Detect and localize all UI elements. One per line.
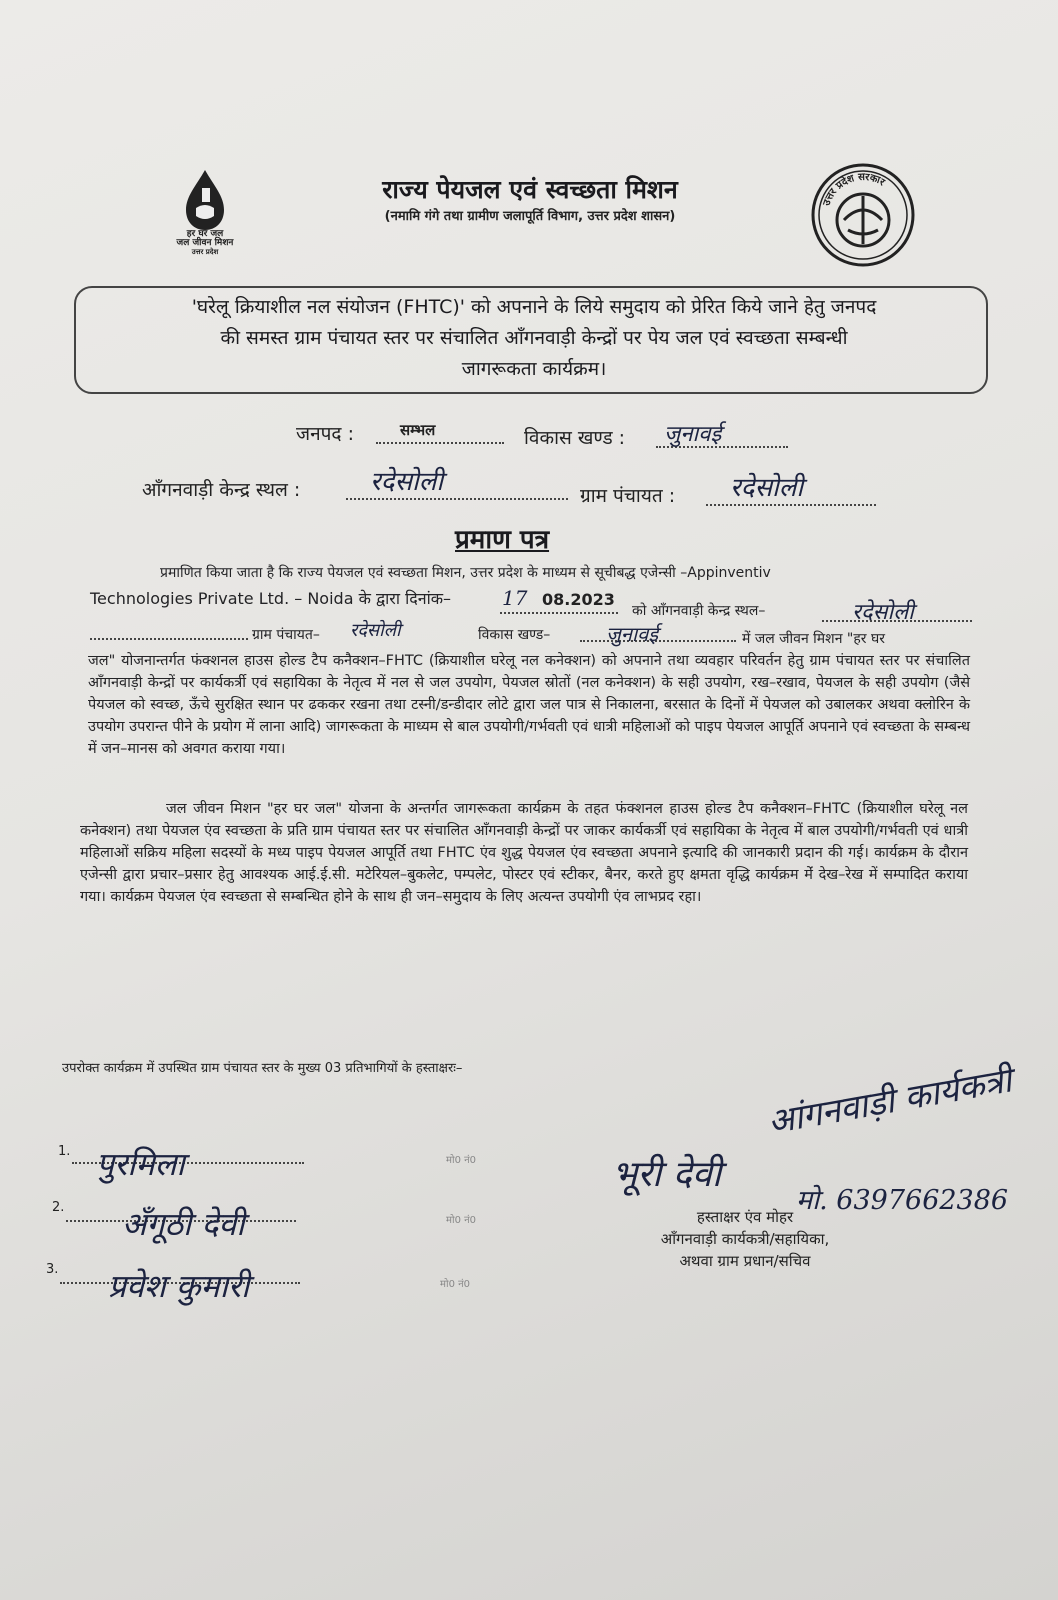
block-handwritten-value: जुनावई (664, 422, 722, 447)
cert-p1-line3a: ग्राम पंचायत– (252, 627, 320, 643)
cert-date-dotted-line (500, 612, 618, 614)
up-government-seal (808, 160, 918, 270)
panchayat-handwritten-value: रदेसोली (730, 473, 804, 503)
signatory-line-1: हस्ताक्षर एंव मोहर (696, 1208, 794, 1226)
participant-3-number: 3. (46, 1262, 59, 1277)
program-banner-text (94, 292, 974, 385)
district-label: जनपद : (296, 423, 354, 445)
cert-date-printed: 08.2023 (542, 590, 615, 609)
center-handwritten-value: रदेसोली (370, 467, 444, 497)
signatory-handwritten-role: आंगनवाड़ी कार्यकत्री (764, 1060, 1015, 1143)
cert-panchayat-handwritten: रदेसोली (350, 620, 401, 641)
cert-line3-dotted-lead (90, 638, 248, 640)
signatory-line-2: ऑंगनवाड़ी कार्यकत्री/सहायिका, (660, 1230, 830, 1248)
cert-p1-line3b: विकास खण्ड– (478, 627, 551, 643)
cert-center-handwritten: रदेसोली (852, 600, 914, 625)
center-label: ऑंगनवाड़ी केन्द्र स्थल : (142, 479, 301, 501)
district-value: सम्भल (400, 421, 436, 439)
panchayat-label: ग्राम पंचायत : (580, 485, 676, 507)
participant-1-mobile-label: मो0 नं0 (446, 1155, 477, 1166)
cert-p1-body: जल" योजनान्तर्गत फंक्शनल हाउस होल्ड टैप कनैक्शन–FHTC (क्रियाशील घरेलू नल कनेक्शन) को अपनाने तथा व्यवहार परिवर्तन हेतु ग्राम पंचायत स्तर पर संचालित ऑंगनवाड़ी केन्द्रों पर कार्यकर्त्री एवं सहायिका के नेतृत्व में नल से जल उपयोग, पेयजल स्रोतों (नल कनेक्शन) के सही उपयोग, रख–रखाव, पेयजल के सही उपयोग (जैसे पेयजल को स्वच्छ, ऊँचे सुरक्षित स्थान पर ढककर रखना तथा टस्नी/डन्डीदार लोटे द्वारा जल पात्र से निकालना, बरसात के दिनों में पेयजल को उबालकर अथवा क्लोरिन के उपयोग उपरान्त पीने के प्रयोग में लाना आदि) जागरूकता के माध्यम से बाल उपयोगी/गर्भवती एवं धात्री महिलाओं को पाइप पेयजल आपूर्ति अपनाने एवं स्वच्छता के सम्बन्ध में जन–मानस को अवगत कराया गया। (88, 653, 970, 757)
participant-2-signature: अँगूठी देवी (122, 1205, 245, 1243)
banner-line-2: की समस्त ग्राम पंचायत स्तर पर संचालित ऑंगनवाड़ी केन्द्रों पर पेय जल एवं स्वच्छता सम्बन्धी (220, 327, 848, 349)
har-ghar-jal-logo (162, 168, 248, 260)
signatory-handwritten-name: भूरी देवी (612, 1154, 722, 1195)
logo-line-2: जल जीवन मिशन (176, 238, 234, 248)
cert-p1-line2a: Technologies Private Ltd. – Noida के द्वारा दिनांक– (90, 589, 452, 608)
participant-1-number: 1. (58, 1144, 71, 1159)
cert-p1-line3c: में जल जीवन मिशन "हर घर (742, 631, 885, 647)
participants-intro: उपरोक्त कार्यक्रम में उपस्थित ग्राम पंचायत स्तर के मुख्य 03 प्रतिभागियों के हस्ताक्षरः– (62, 1061, 463, 1076)
banner-line-3: जागरूकता कार्यक्रम। (461, 358, 607, 380)
cert-block-handwritten: जुनावई (606, 622, 659, 646)
mission-subtitle: (नमामि गंगे तथा ग्रामीण जलापूर्ति विभाग, उत्तर प्रदेश शासन) (384, 209, 676, 224)
participant-2-number: 2. (52, 1200, 65, 1215)
center-dotted-line (346, 498, 568, 500)
cert-p2-body: जल जीवन मिशन "हर घर जल" योजना के अन्तर्गत जागरूकता कार्यक्रम के तहत फंक्शनल हाउस होल्ड टैप कनैक्शन–FHTC (क्रियाशील घरेलू नल कनेक्शन) तथा पेयजल एंव स्वच्छता के प्रति ग्राम पंचायत स्तर पर संचालित ऑंगनवाड़ी केन्द्रों पर जाकर कार्यकर्त्री एवं सहायिका के नेतृत्व में बाल उपयोगी/गर्भवती एवं धात्री महिलाओं सक्रिय महिला सदस्यों के मध्य पाइप पेयजल आपूर्ति तथा FHTC एंव शुद्ध पेयजल एंव स्वच्छता अपनाने इत्यादि की जानकारी प्रदान की गई। कार्यक्रम के दौरान एजेन्सी द्वारा प्रचार–प्रसार हेतु आवश्यक आई.ई.सी. मटेरियल–बुकलेट, पम्पलेट, पोस्टर एवं स्टीकर, बैनर, करते हुए क्षमता वृद्धि कार्यक्रम मेंं देख–रेख में सम्पादित कराया गया। कार्यक्रम पेयजल एंव स्वच्छता से सम्बन्धित होने के साथ ही जन–समुदाय के लिए अत्यन्त उपयोगी एंव लाभप्रद रहा। (80, 801, 968, 905)
cert-date-handwritten: 17 (502, 586, 528, 610)
logo-line-3: उत्तर प्रदेश (191, 248, 219, 256)
logo-line-1: हर घर जल (186, 229, 224, 239)
signatory-line-3: अथवा ग्राम प्रधान/सचिव (679, 1252, 811, 1270)
participant-1-signature: पुरमिला (96, 1145, 185, 1183)
signatory-block (610, 1206, 880, 1272)
block-label: विकास खण्ड : (524, 427, 626, 449)
mission-title: राज्य पेयजल एवं स्वच्छता मिशन (382, 175, 678, 204)
participant-3-mobile-label: मो0 नं0 (440, 1279, 471, 1290)
participant-3-signature: प्रवेश कुमारी (108, 1267, 250, 1305)
cert-p1-line1: प्रमाणित किया जाता है कि राज्य पेयजल एवं स्वच्छता मिशन, उत्तर प्रदेश के माध्यम से सूचीबद्ध एजेन्सी –Appinventiv (160, 565, 771, 581)
participant-2-mobile-label: मो0 नं0 (446, 1215, 477, 1226)
seal-text: उत्तर प्रदेश सरकार (821, 171, 887, 208)
certificate-title: प्रमाण पत्र (455, 525, 550, 555)
banner-line-1: 'घरेलू क्रियाशील नल संयोजन (FHTC)' को अपनाने के लिये समुदाय को प्रेरित किये जाने हेतु जनपद (191, 296, 877, 318)
cert-p1-line2b: को ऑंगनवाड़ी केन्द्र स्थल– (632, 603, 766, 619)
signatory-handwritten-mobile: मो. 6397662386 (796, 1185, 1009, 1216)
district-dotted-line (376, 442, 504, 444)
seal-emblem-icon (808, 160, 918, 270)
panchayat-dotted-line (706, 504, 876, 506)
